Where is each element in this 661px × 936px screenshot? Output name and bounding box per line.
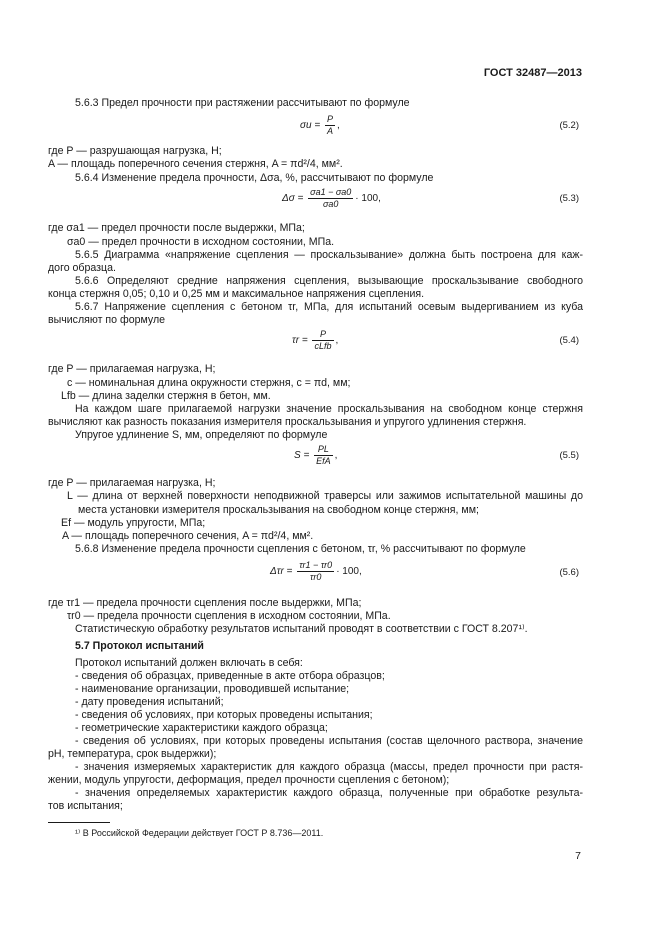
standard-number: ГОСТ 32487—2013 xyxy=(483,67,582,79)
list-item: - сведения об образцах, приведенные в акте отбора образцов; xyxy=(75,670,385,682)
text-line: 5.6.4 Изменение предела прочности, Δσa, %, рассчитывают по формуле xyxy=(75,172,434,184)
equation-number: (5.4) xyxy=(559,335,579,346)
text-line: тов испытания; xyxy=(48,800,123,812)
list-item: - наименование организации, проводившей испытание; xyxy=(75,683,350,695)
footnote-separator xyxy=(48,822,110,823)
text-line: 5.6.3 Предел прочности при растяжении рассчитывают по формуле xyxy=(75,97,410,109)
text-line: Ef — модуль упругости, МПа; xyxy=(61,517,206,529)
list-item: - дату проведения испытаний; xyxy=(75,696,224,708)
equation-number: (5.6) xyxy=(559,567,579,578)
formula-5-4: τr = $\frac{P}{\text{cLfb}}$ , xyxy=(292,329,339,351)
text-line: где σa1 — предел прочности после выдержки, МПа; xyxy=(48,222,305,234)
text-line: 5.6.7 Напряжение сцепления с бетоном τr, МПа, для испытаний осевым выдергиванием из куба xyxy=(75,301,583,313)
text-line: Статистическую обработку результатов испытаний проводят в соответствии с ГОСТ 8.207¹⁾. xyxy=(75,623,528,635)
text-line: конца стержня 0,05; 0,10 и 0,25 мм и максимальное напряжения сцепления. xyxy=(48,288,425,300)
text-line: вычисляют как разность показания измерителя проскальзывания и упругого удлинения стержня. xyxy=(48,416,527,428)
formula-5-6: Δτr = $\frac{\tau r1 - \tau r0}{\tau r0}$ · 100, xyxy=(270,560,362,582)
formula-5-5: S = $\frac{PL}{\text{EfA}}$ , xyxy=(294,444,338,466)
text-line: σa0 — предел прочности в исходном состоянии, МПа. xyxy=(67,236,335,248)
text-line: 5.6.5 Диаграмма «напряжение сцепления — проскальзывание» должна быть построена для каж- xyxy=(75,249,583,261)
text-line: где P — разрушающая нагрузка, Н; xyxy=(48,145,222,157)
text-line: Протокол испытаний должен включать в себя: xyxy=(75,657,303,669)
text-line: где P — прилагаемая нагрузка, Н; xyxy=(48,477,216,489)
text-line: 5.6.6 Определяют средние напряжения сцепления, вызывающие проскальзывание свободного xyxy=(75,275,583,287)
text-line: c — номинальная длина окружности стержня, c = πd, мм; xyxy=(67,377,351,389)
text-line: На каждом шаге прилагаемой нагрузки значение проскальзывания на свободном конце стержня xyxy=(75,403,583,415)
text-line: где P — прилагаемая нагрузка, Н; xyxy=(48,363,216,375)
section-heading: 5.7 Протокол испытаний xyxy=(75,640,204,652)
list-item: - геометрические характеристики каждого образца; xyxy=(75,722,328,734)
list-item: - сведения об условиях, при которых проведены испытания; xyxy=(75,709,373,721)
text-line: 5.6.8 Изменение предела прочности сцепления с бетоном, τr, % рассчитывают по формуле xyxy=(75,543,526,555)
list-item: - значения определяемых характеристик каждого образца, полученные при обработке результа- xyxy=(75,787,583,799)
equation-number: (5.5) xyxy=(559,450,579,461)
text-line: pH, температура, срок выдержки); xyxy=(48,748,217,760)
formula-5-3: Δσ = $\frac{\sigma a1 - \sigma a0}{\sigma a0}$ · 100, xyxy=(282,187,381,209)
list-item: - сведения об условиях, при которых проведены испытания (состав щелочного раствора, значение xyxy=(75,735,583,747)
equation-number: (5.3) xyxy=(559,193,579,204)
text-line: Упругое удлинение S, мм, определяют по формуле xyxy=(75,429,328,441)
equation-number: (5.2) xyxy=(559,120,579,131)
text-line: τr0 — предела прочности сцепления в исходном состоянии, МПа. xyxy=(67,610,391,622)
formula-5-2: σu = $\frac{P}{A}$ , xyxy=(300,114,340,136)
text-line: жении, модуль упругости, деформация, предел прочности сцепления с бетоном); xyxy=(48,774,450,786)
text-line: L — длина от верхней поверхности неподвижной траверсы или зажимов испытательной машины до xyxy=(67,490,583,502)
text-line: где τr1 — предела прочности сцепления после выдержки, МПа; xyxy=(48,597,362,609)
text-line: Lfb — длина заделки стержня в бетон, мм. xyxy=(61,390,271,402)
text-line: A — площадь поперечного сечения стержня, A = πd²/4, мм². xyxy=(48,158,343,170)
text-line: места установки измерителя проскальзывания на свободном конце стержня, мм; xyxy=(78,504,479,516)
list-item: - значения измеряемых характеристик для каждого образца (массы, предел прочности при растя- xyxy=(75,761,583,773)
page-number: 7 xyxy=(575,850,581,862)
footnote: ¹⁾ В Российской Федерации действует ГОСТ Р 8.736—2011. xyxy=(75,828,324,838)
text-line: дого образца. xyxy=(48,262,116,274)
text-line: A — площадь поперечного сечения, A = πd²/4, мм². xyxy=(62,530,314,542)
text-line: вычисляют по формуле xyxy=(48,314,166,326)
